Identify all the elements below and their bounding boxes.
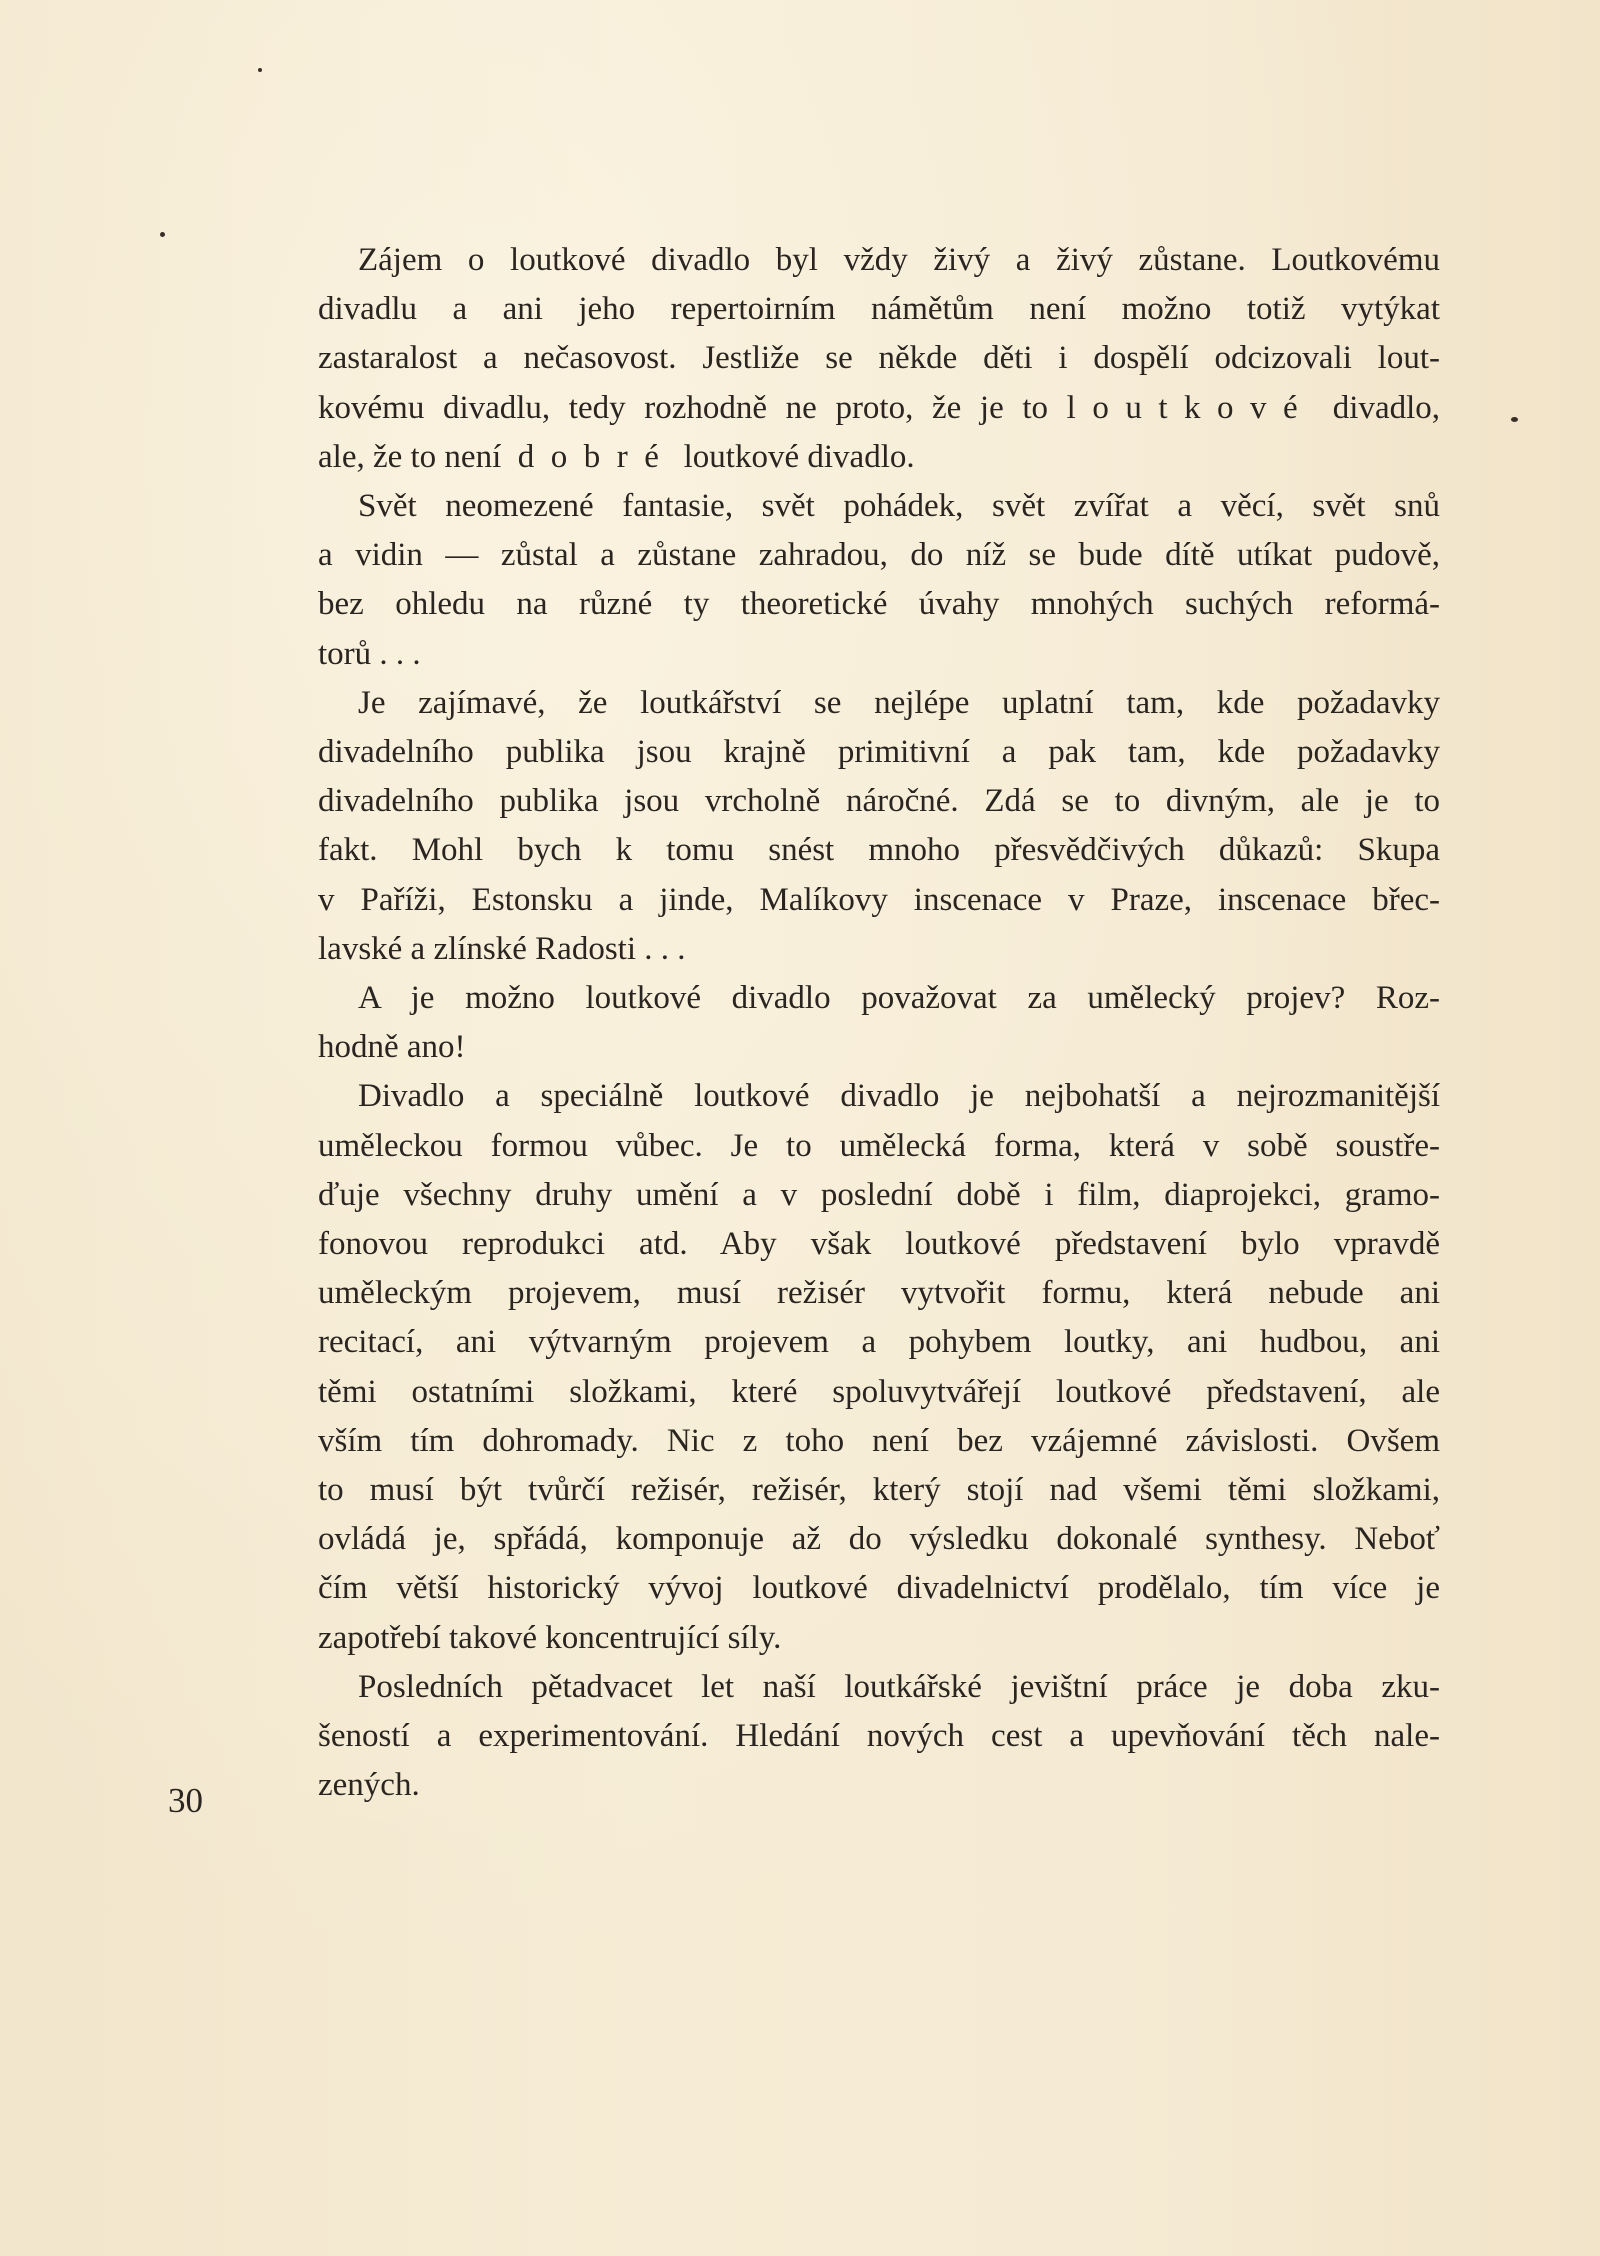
- text-line: fakt. Mohl bych k tomu snést mnoho přesvědčivých důkazů: Skupa: [318, 832, 1440, 869]
- page-number: 30: [168, 1781, 203, 1820]
- scan-speck: [1511, 417, 1518, 422]
- emphasized-word: loutkové: [1066, 389, 1315, 426]
- body-text: [318, 236, 1440, 1811]
- text-line: ovládá je, spřádá, komponuje až do výsledku dokonalé synthesy. Neboť: [318, 1521, 1440, 1558]
- text-line: a vidin — zůstal a zůstane zahradou, do níž se bude dítě utíkat pudově,: [318, 537, 1440, 574]
- text-line: [318, 433, 1440, 482]
- text-line: A je možno loutkové divadlo považovat za umělecký projev? Roz-: [358, 980, 1440, 1017]
- text-line: torů . . .: [318, 635, 421, 672]
- text-line: šeností a experimentování. Hledání nových cest a upevňování těch nale-: [318, 1718, 1440, 1755]
- text-line: Svět neomezené fantasie, svět pohádek, svět zvířat a věcí, svět snů: [358, 488, 1440, 525]
- text-fragment: kovému divadlu, tedy rozhodně ne proto, že je to: [318, 389, 1049, 426]
- text-line: v Paříži, Estonsku a jinde, Malíkovy inscenace v Praze, inscenace břec-: [318, 881, 1440, 918]
- text-line: divadlu a ani jeho repertoirním námětům není možno totiž vytýkat: [318, 291, 1440, 328]
- paragraph-4: [318, 974, 1440, 1072]
- text-line: to musí být tvůrčí režisér, režisér, který stojí nad všemi těmi složkami,: [318, 1472, 1440, 1509]
- text-line: zených.: [318, 1767, 420, 1804]
- text-line: lavské a zlínské Radosti . . .: [318, 930, 686, 967]
- paragraph-5: [318, 1072, 1440, 1662]
- emphasized-word: dobré: [517, 438, 676, 475]
- text-line: Posledních pětadvacet let naší loutkářské jevištní práce je doba zku-: [358, 1668, 1440, 1705]
- text-line: těmi ostatními složkami, které spoluvytvářejí loutkové představení, ale: [318, 1373, 1440, 1410]
- text-line: Divadlo a speciálně loutkové divadlo je nejbohatší a nejrozmanitější: [358, 1078, 1440, 1115]
- text-fragment: ale, že to není: [318, 438, 502, 475]
- text-line: čím větší historický vývoj loutkové divadelnictví prodělalo, tím více je: [318, 1570, 1440, 1607]
- text-line: zapotřebí takové koncentrující síly.: [318, 1619, 782, 1656]
- text-fragment: loutkové divadlo.: [683, 438, 915, 475]
- scan-speck: [160, 232, 165, 237]
- text-line: fonovou reprodukci atd. Aby však loutkové představení bylo vpravdě: [318, 1226, 1440, 1263]
- text-fragment: divadlo,: [1332, 389, 1441, 426]
- text-line: Zájem o loutkové divadlo byl vždy živý a živý zůstane. Loutkovému: [358, 242, 1440, 278]
- text-line: uměleckým projevem, musí režisér vytvořit formu, která nebude ani: [318, 1275, 1440, 1312]
- text-line: ďuje všechny druhy umění a v poslední době i film, diaprojekci, gramo-: [318, 1176, 1440, 1213]
- text-line: [318, 384, 1440, 433]
- paragraph-3: [318, 679, 1440, 974]
- text-line: uměleckou formou vůbec. Je to umělecká forma, která v sobě soustře-: [318, 1127, 1440, 1164]
- text-line: divadelního publika jsou vrcholně náročné. Zdá se to divným, ale je to: [318, 783, 1440, 820]
- scan-speck: [258, 68, 262, 72]
- text-line: divadelního publika jsou krajně primitivní a pak tam, kde požadavky: [318, 734, 1440, 771]
- text-line: vším tím dohromady. Nic z toho není bez vzájemné závislosti. Ovšem: [318, 1422, 1440, 1459]
- paragraph-6: [318, 1663, 1440, 1811]
- text-line: recitací, ani výtvarným projevem a pohybem loutky, ani hudbou, ani: [318, 1324, 1440, 1361]
- paragraph-1: [318, 236, 1440, 482]
- paragraph-2: [318, 482, 1440, 679]
- text-line: bez ohledu na různé ty theoretické úvahy mnohých suchých reformá-: [318, 586, 1440, 623]
- text-line: hodně ano!: [318, 1029, 466, 1066]
- text-line: Je zajímavé, že loutkářství se nejlépe uplatní tam, kde požadavky: [358, 684, 1440, 721]
- text-line: zastaralost a nečasovost. Jestliže se někde děti i dospělí odcizovali lout-: [318, 340, 1440, 377]
